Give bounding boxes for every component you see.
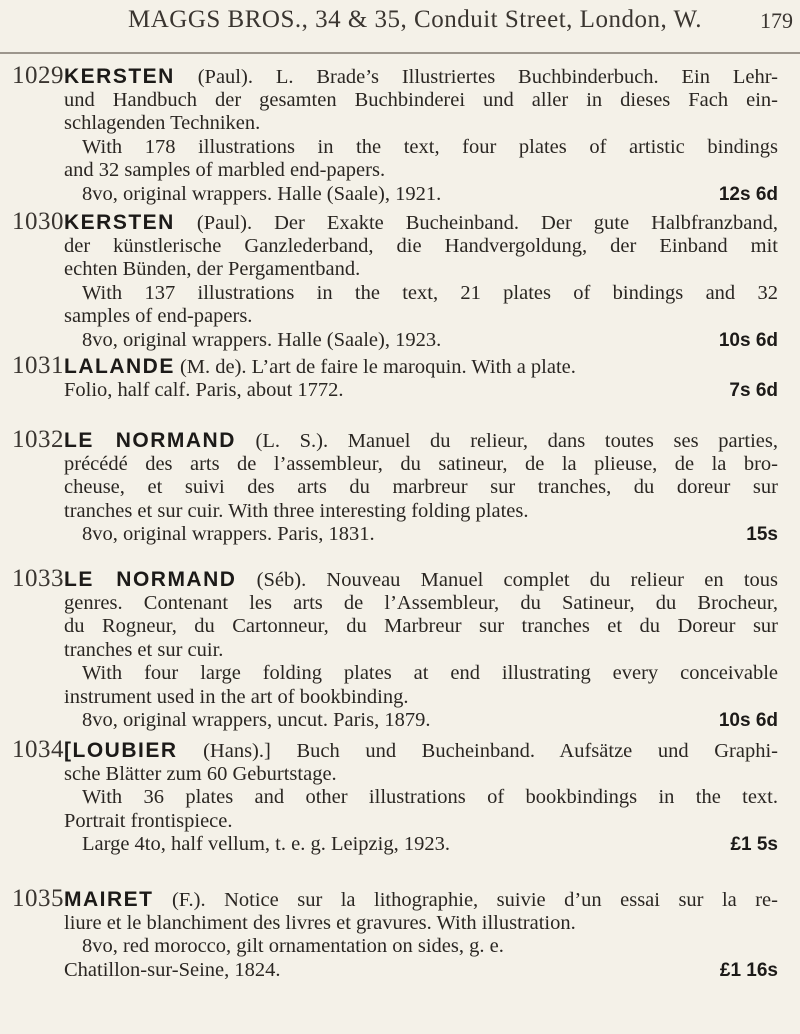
entry-author: KERSTEN: [64, 211, 175, 234]
entry-title-line: [64, 355, 778, 379]
entry-imprint: 8vo, original wrappers, uncut. Paris, 1879.: [82, 709, 431, 731]
entry-imprint-line: [64, 379, 778, 403]
entry-imprint-line: [64, 959, 778, 983]
entry-description-line: With 178 illustrations in the text, four plates of artistic bindings: [82, 135, 778, 158]
page-header-title: MAGGS BROS., 34 & 35, Conduit Street, London, W.: [128, 6, 703, 33]
entry-price: 10s 6d: [718, 710, 778, 731]
entry-text-line: liure et le blanchiment des livres et gravures. With illustration.: [64, 911, 576, 934]
entry-imprint: Large 4to, half vellum, t. e. g. Leipzig, 1923.: [82, 833, 450, 855]
entry-imprint-line: [64, 183, 778, 207]
entry-title: (Paul). L. Brade’s Illustriertes Buchbinderbuch. Ein Lehr-: [174, 66, 778, 88]
entry-description-line: With 36 plates and other illustrations of bookbindings in the text.: [82, 786, 778, 808]
entry-imprint-line: [64, 709, 778, 733]
entry-number: 1034: [12, 736, 64, 763]
entry-title-line: [64, 739, 778, 763]
entry-text-line: du Rogneur, du Cartonneur, du Marbreur sur tranches et du Doreur sur: [64, 615, 778, 637]
entry-description-line: samples of end-papers.: [64, 305, 253, 327]
entry-imprint: Chatillon-sur-Seine, 1824.: [64, 958, 281, 981]
entry-text-line: der künstlerische Ganzlederband, die Handvergoldung, der Einband mit: [64, 234, 778, 257]
entry-author: MAIRET: [64, 888, 154, 911]
entry-title: (Hans).] Buch und Bucheinband. Aufsätze und Graphi-: [177, 740, 778, 762]
entry-title-line: [64, 888, 778, 912]
entry-title: (M. de). L’art de faire le maroquin. With a plate.: [174, 356, 576, 378]
entry-text-line: tranches et sur cuir.: [64, 638, 224, 661]
entry-text-line: echten Bünden, der Pergamentband.: [64, 258, 361, 280]
entry-text-line: genres. Contenant les arts de l’Assembleur, du Satineur, du Brocheur,: [64, 591, 778, 614]
entry-price: £1 5s: [730, 834, 778, 855]
entry-body: [64, 568, 778, 733]
entry-title-line: [64, 568, 778, 592]
entry-imprint-line: [64, 329, 778, 353]
entry-text-line: précédé des arts de l’assembleur, du satineur, de la plieuse, de la bro-: [64, 452, 778, 475]
entry-description-line: instrument used in the art of bookbinding.: [64, 685, 409, 708]
entry-description-line: 8vo, red morocco, gilt ornamentation on sides, g. e.: [82, 935, 504, 957]
entry-text-line: schlagenden Techniken.: [64, 112, 261, 134]
entry-body: [64, 355, 778, 402]
entry-body: [64, 429, 778, 547]
entry-description-line: Portrait frontispiece.: [64, 809, 233, 832]
entry-text-line: tranches et sur cuir. With three interesting folding plates.: [64, 499, 529, 522]
entry-author: LE NORMAND: [64, 568, 237, 591]
entry-imprint: 8vo, original wrappers. Halle (Saale), 1923.: [82, 328, 442, 351]
entry-price: 15s: [746, 524, 778, 545]
entry-title: (F.). Notice sur la lithographie, suivie d’un essai sur la re-: [153, 889, 778, 911]
entry-author: [LOUBIER: [64, 739, 178, 762]
entry-price: £1 16s: [719, 959, 778, 981]
entry-number: 1033: [12, 565, 64, 592]
entry-price: 10s 6d: [718, 329, 778, 351]
entry-text-line: cheuse, et suivi des arts du marbreur sur tranches, du doreur sur: [64, 476, 778, 498]
entry-price: 7s 6d: [729, 379, 778, 401]
entry-text-line: sche Blätter zum 60 Geburtstage.: [64, 762, 337, 785]
entry-title: (Séb). Nouveau Manuel complet du relieur en tous: [236, 569, 778, 591]
entry-description-line: and 32 samples of marbled end-papers.: [64, 159, 386, 181]
entry-imprint: 8vo, original wrappers. Halle (Saale), 1921.: [82, 182, 442, 205]
entry-imprint: Folio, half calf. Paris, about 1772.: [64, 378, 344, 401]
entry-author: KERSTEN: [64, 65, 175, 88]
entry-text-line: und Handbuch der gesamten Buchbinderei und aller in dieses Fach ein-: [64, 88, 778, 111]
entry-number: 1031: [12, 352, 64, 379]
entry-author: LE NORMAND: [64, 429, 236, 452]
entry-body: [64, 739, 778, 857]
entry-body: [64, 888, 778, 982]
page-header: [0, 0, 800, 54]
entry-price: 12s 6d: [718, 183, 778, 205]
page-number: 179: [760, 8, 793, 33]
entry-title-line: [64, 65, 778, 89]
entry-title-line: [64, 211, 778, 235]
entry-title: (Paul). Der Exakte Bucheinband. Der gute Halbfranzband,: [174, 212, 778, 234]
entry-number: 1032: [12, 426, 64, 453]
entry-title-line: [64, 429, 778, 453]
entry-number: 1030: [12, 208, 64, 235]
entry-imprint-line: [64, 523, 778, 547]
entry-description-line: With four large folding plates at end illustrating every conceivable: [82, 662, 778, 684]
entry-title: (L. S.). Manuel du relieur, dans toutes ses parties,: [235, 430, 778, 452]
entry-description-line: With 137 illustrations in the text, 21 plates of bindings and 32: [82, 281, 778, 304]
entry-imprint: 8vo, original wrappers. Paris, 1831.: [82, 523, 375, 545]
entry-imprint-line: [64, 833, 778, 857]
entry-body: [64, 211, 778, 352]
entry-author: LALANDE: [64, 355, 175, 378]
entry-body: [64, 65, 778, 206]
entry-number: 1029: [12, 62, 64, 89]
entry-number: 1035: [12, 885, 64, 912]
